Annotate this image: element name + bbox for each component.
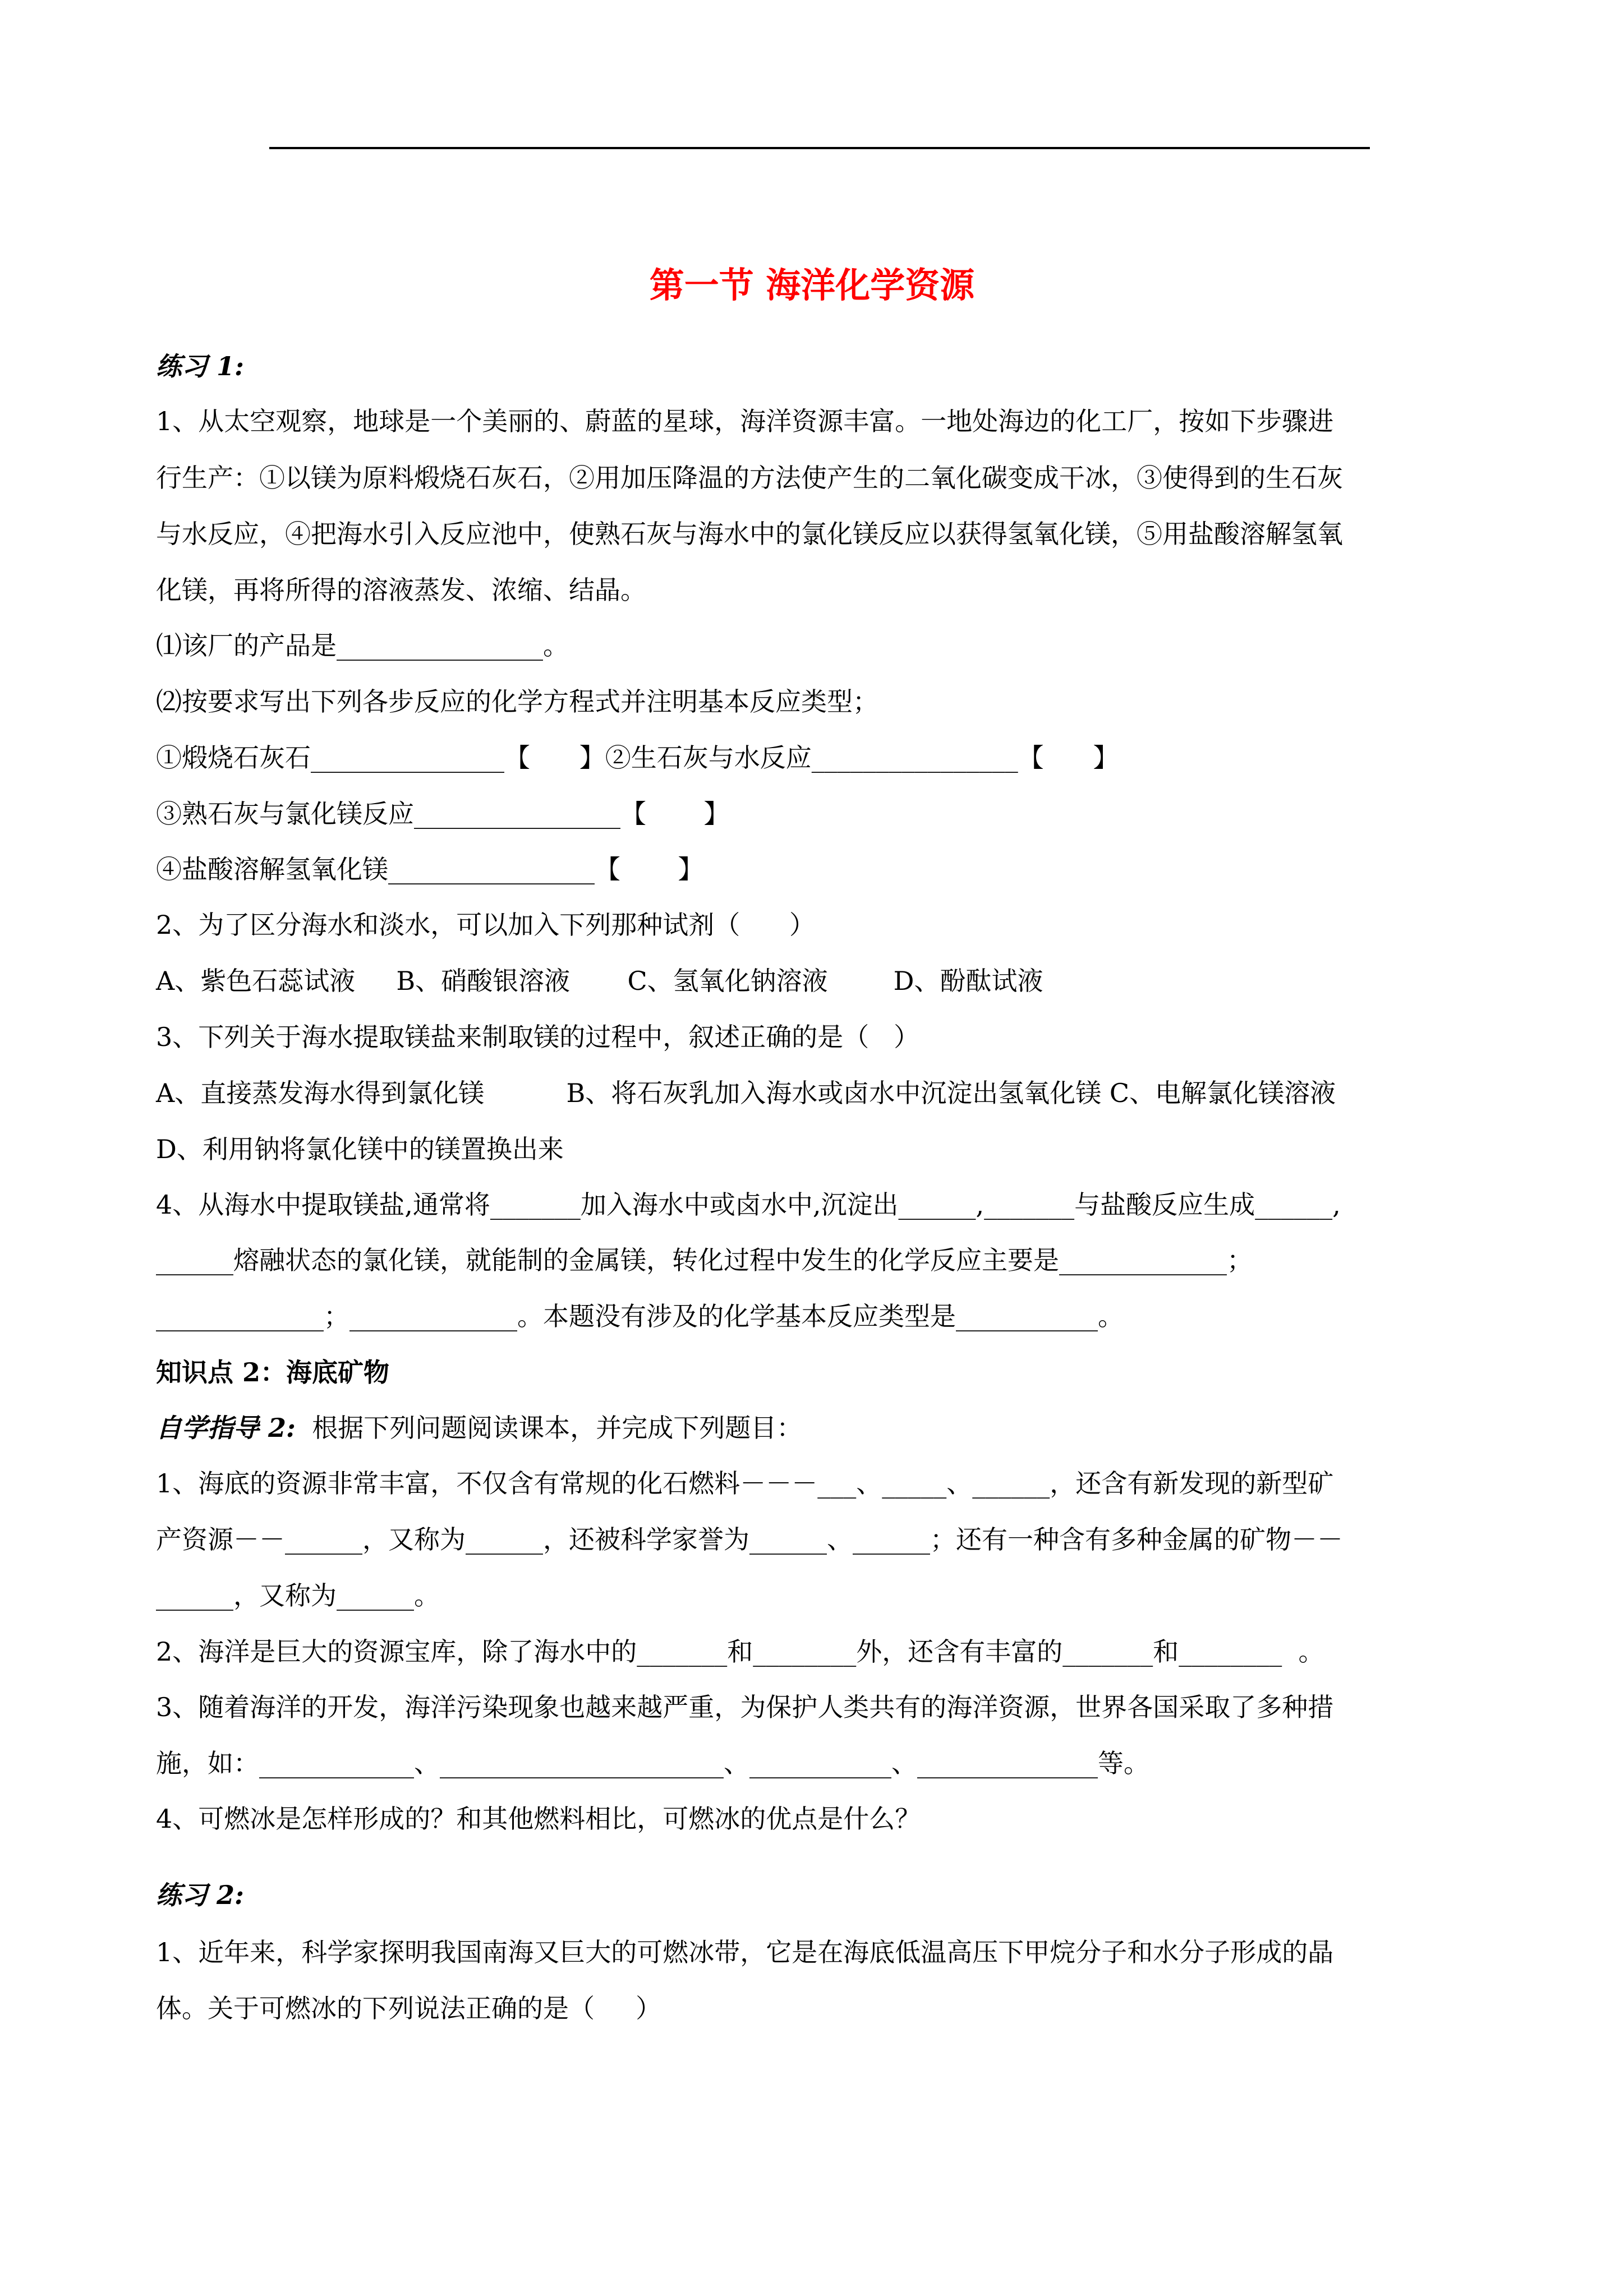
knowledge-2-line: 2、海洋是巨大的资源宝库，除了海水中的_______和________外，还含有丰富的_______和________ 。 — [156, 1636, 1324, 1667]
exercise-1-line: 4、从海水中提取镁盐,通常将_______加入海水中或卤水中,沉淀出______,_______与盐酸反应生成______, — [156, 1190, 1341, 1220]
knowledge-2-line: ______，又称为______。 — [156, 1580, 440, 1611]
exercise-1-line: _____________；_____________。本题没有涉及的化学基本反应类型是___________。 — [156, 1301, 1124, 1331]
self-study-guide — [156, 1415, 802, 1441]
exercise-1-line: D、利用钠将氯化镁中的镁置换出来 — [156, 1134, 564, 1164]
exercise-1-line: 化镁，再将所得的溶液蒸发、浓缩、结晶。 — [156, 575, 646, 605]
header-rule — [269, 147, 1370, 149]
exercise-1-line: 1、从太空观察，地球是一个美丽的、蔚蓝的星球，海洋资源丰富。一地处海边的化工厂，按如下步骤进 — [156, 406, 1334, 436]
exercise-2-line: 体。关于可燃冰的下列说法正确的是（ ） — [156, 1993, 662, 2023]
self-study-guide-text: 根据下列问题阅读课本，并完成下列题目： — [296, 1413, 803, 1443]
knowledge-2-line: 产资源－－______，又称为______，还被科学家誉为______、______；还有一种含有多种金属的矿物－－ — [156, 1524, 1343, 1555]
exercise-1-line: ③熟石灰与氯化镁反应________________【 】 — [156, 799, 730, 829]
exercise-1-line: 与水反应，④把海水引入反应池中，使熟石灰与海水中的氯化镁反应以获得氢氧化镁，⑤用盐酸溶解氢氧 — [156, 519, 1343, 549]
exercise-2-heading: 练习 2: — [156, 1880, 245, 1910]
knowledge-2-line: 施，如：____________、______________________、___________、______________等。 — [156, 1748, 1149, 1778]
page-title: 第一节 海洋化学资源 — [649, 265, 975, 306]
knowledge-2-line: 3、随着海洋的开发，海洋污染现象也越来越严重，为保护人类共有的海洋资源，世界各国采取了多种措 — [156, 1692, 1334, 1722]
self-study-guide-label: 自学指导 2: — [156, 1413, 296, 1443]
exercise-1-line: ⑴该厂的产品是________________。 — [156, 630, 569, 661]
exercise-1-line: 3、下列关于海水提取镁盐来制取镁的过程中，叙述正确的是（ ） — [156, 1022, 920, 1052]
exercise-1-line: A、紫色石蕊试液 B、硝酸银溶液 C、氢氧化钠溶液 D、酚酞试液 — [156, 966, 1043, 996]
exercise-1-line: 行生产：①以镁为原料煅烧石灰石，②用加压降温的方法使产生的二氧化碳变成干冰，③使得到的生石灰 — [156, 463, 1343, 493]
knowledge-2-line: 1、海底的资源非常丰富，不仅含有常规的化石燃料－－－___、_____、______，还含有新发现的新型矿 — [156, 1468, 1334, 1499]
exercise-1-heading: 练习 1: — [156, 351, 245, 381]
exercise-1-line: ④盐酸溶解氢氧化镁________________【 】 — [156, 854, 704, 884]
exercise-1-line: ①煅烧石灰石_______________【 】②生石灰与水反应________________【 】 — [156, 743, 1119, 773]
exercise-2-line: 1、近年来，科学家探明我国南海又巨大的可燃冰带，它是在海底低温高压下甲烷分子和水分子形成的晶 — [156, 1937, 1334, 1967]
exercise-1-line: ⑵按要求写出下列各步反应的化学方程式并注明基本反应类型； — [156, 686, 878, 717]
knowledge-2-heading: 知识点 2：海底矿物 — [156, 1357, 390, 1387]
exercise-1-line: ______熔融状态的氯化镁，就能制的金属镁，转化过程中发生的化学反应主要是_____________； — [156, 1245, 1253, 1275]
exercise-1-line: 2、为了区分海水和淡水，可以加入下列那种试剂（ ） — [156, 910, 815, 940]
knowledge-2-line: 4、可燃冰是怎样形成的？和其他燃料相比，可燃冰的优点是什么？ — [156, 1804, 921, 1834]
exercise-1-line: A、直接蒸发海水得到氯化镁 B、将石灰乳加入海水或卤水中沉淀出氢氧化镁 C、电解氯化镁溶液 — [156, 1078, 1336, 1108]
